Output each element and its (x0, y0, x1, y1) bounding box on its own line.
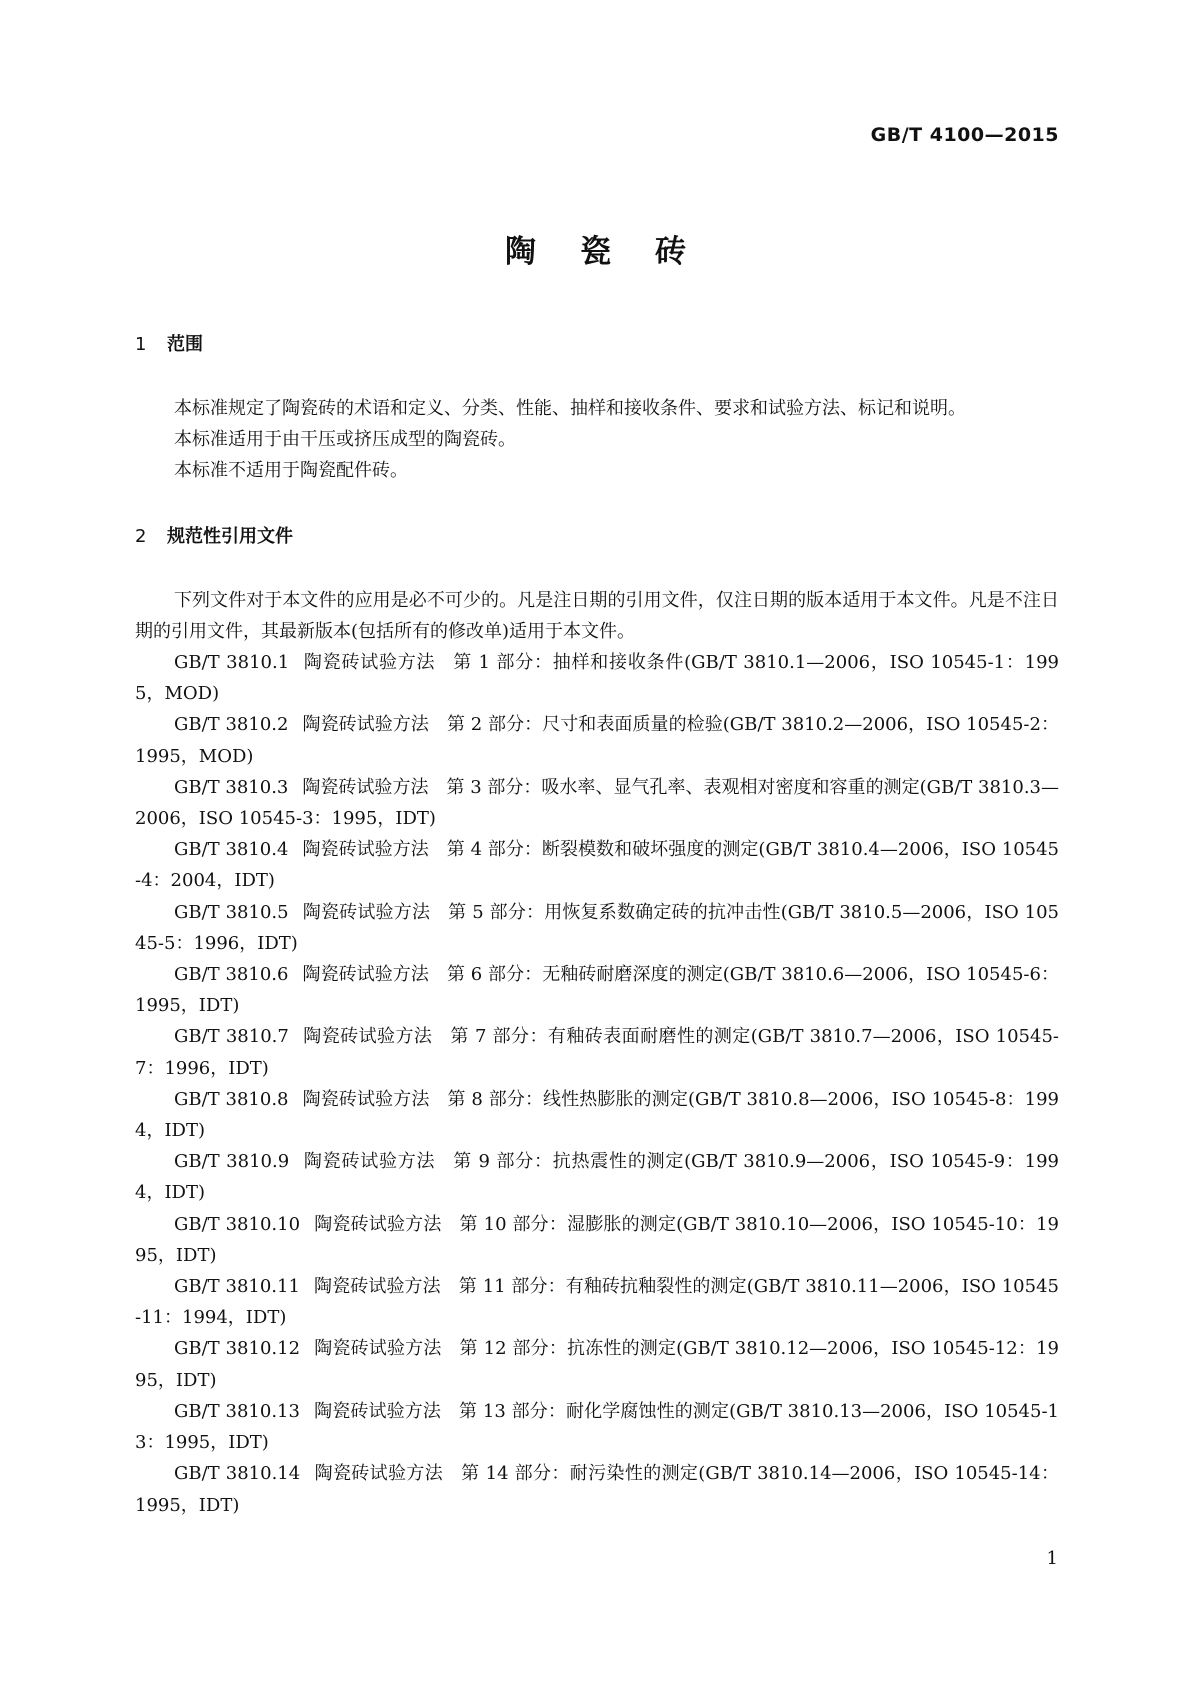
reference-name: 陶瓷砖试验方法 (313, 1400, 441, 1422)
reference-name: 陶瓷砖试验方法 (314, 1213, 442, 1235)
reference-name: 陶瓷砖试验方法 (302, 714, 429, 736)
reference-description: 第 10 部分：湿膨胀的测定(GB/T 3810.10—2006，ISO 10545-10：1995，IDT) (135, 1213, 1059, 1266)
reference-code: GB/T 3810.7 (174, 1026, 289, 1048)
scope-paragraph: 本标准不适用于陶瓷配件砖。 (174, 460, 408, 482)
reference-name: 陶瓷砖试验方法 (303, 1151, 436, 1173)
reference-item (135, 1209, 1059, 1271)
reference-item (135, 772, 1059, 834)
document-title: 陶瓷砖 (505, 234, 730, 270)
reference-item (135, 1333, 1059, 1395)
reference-name: 陶瓷砖试验方法 (314, 1463, 444, 1485)
section-title: 范围 (167, 334, 203, 355)
document-body (135, 333, 1059, 1521)
reference-code: GB/T 3810.14 (174, 1463, 301, 1485)
reference-description: 第 3 部分：吸水率、显气孔率、表观相对密度和容重的测定(GB/T 3810.3—2006，ISO 10545-3：1995，IDT) (135, 776, 1060, 830)
reference-description: 第 9 部分：抗热震性的测定(GB/T 3810.9—2006，ISO 10545-9：1994，IDT) (135, 1151, 1059, 1204)
section-heading-scope (135, 333, 1059, 357)
reference-code: GB/T 3810.10 (174, 1213, 301, 1235)
reference-item (135, 897, 1059, 959)
section-heading-normative-references (135, 525, 1059, 549)
reference-code: GB/T 3810.4 (174, 839, 289, 861)
reference-code: GB/T 3810.6 (174, 964, 289, 986)
reference-name: 陶瓷砖试验方法 (302, 901, 431, 923)
reference-description: 第 7 部分：有釉砖表面耐磨性的测定(GB/T 3810.7—2006，ISO 10545-7：1996，IDT) (135, 1026, 1059, 1079)
reference-item (135, 834, 1059, 896)
scope-paragraph: 本标准规定了陶瓷砖的术语和定义、分类、性能、抽样和接收条件、要求和试验方法、标记和说明。 (174, 398, 966, 419)
reference-code: GB/T 3810.2 (174, 714, 289, 736)
reference-item (135, 1458, 1059, 1520)
reference-code: GB/T 3810.3 (174, 776, 289, 798)
reference-name: 陶瓷砖试验方法 (302, 1088, 430, 1110)
reference-name: 陶瓷砖试验方法 (302, 1026, 433, 1048)
reference-item (135, 959, 1059, 1021)
reference-description: 第 5 部分：用恢复系数确定砖的抗冲击性(GB/T 3810.5—2006，ISO 10545-5：1996，IDT) (135, 901, 1059, 954)
reference-code: GB/T 3810.9 (174, 1151, 290, 1173)
section-number: 2 (135, 525, 147, 547)
reference-item (135, 1021, 1059, 1083)
reference-item (135, 1146, 1059, 1208)
reference-item (135, 1084, 1059, 1146)
section-title: 规范性引用文件 (167, 525, 293, 547)
reference-description: 第 13 部分：耐化学腐蚀性的测定(GB/T 3810.13—2006，ISO 10545-13：1995，IDT) (135, 1400, 1060, 1454)
reference-description: 第 14 部分：耐污染性的测定(GB/T 3810.14—2006，ISO 10545-14：1995，IDT) (135, 1463, 1059, 1516)
reference-code: GB/T 3810.8 (174, 1088, 289, 1110)
reference-description: 第 2 部分：尺寸和表面质量的检验(GB/T 3810.2—2006，ISO 10545-2：1995，MOD) (135, 714, 1060, 767)
reference-description: 第 1 部分：抽样和接收条件(GB/T 3810.1—2006，ISO 10545-1：1995，MOD) (135, 652, 1059, 705)
reference-description: 第 8 部分：线性热膨胀的测定(GB/T 3810.8—2006，ISO 10545-8：1994，IDT) (135, 1088, 1059, 1142)
reference-description: 第 6 部分：无釉砖耐磨深度的测定(GB/T 3810.6—2006，ISO 10545-6：1995，IDT) (135, 964, 1060, 1017)
reference-description: 第 12 部分：抗冻性的测定(GB/T 3810.12—2006，ISO 10545-12：1995，IDT) (135, 1338, 1059, 1391)
reference-item (135, 647, 1059, 709)
standard-number: GB/T 4100—2015 (870, 124, 1059, 146)
page-number: 1 (1046, 1548, 1058, 1569)
reference-name: 陶瓷砖试验方法 (302, 839, 429, 861)
reference-name: 陶瓷砖试验方法 (302, 776, 429, 798)
reference-description: 第 11 部分：有釉砖抗釉裂性的测定(GB/T 3810.11—2006，ISO 10545-11：1994，IDT) (135, 1276, 1059, 1329)
reference-code: GB/T 3810.12 (174, 1338, 301, 1360)
reference-item (135, 1396, 1059, 1458)
reference-name: 陶瓷砖试验方法 (313, 1276, 441, 1298)
reference-code: GB/T 3810.1 (174, 652, 290, 674)
reference-name: 陶瓷砖试验方法 (303, 652, 436, 674)
references-intro: 下列文件对于本文件的应用是必不可少的。凡是注日期的引用文件，仅注日期的版本适用于本文件。凡是不注日期的引用文件，其最新版本(包括所有的修改单)适用于本文件。 (135, 589, 1059, 642)
reference-code: GB/T 3810.13 (174, 1400, 300, 1422)
reference-code: GB/T 3810.11 (174, 1276, 300, 1298)
reference-item (135, 1271, 1059, 1333)
reference-item (135, 709, 1059, 771)
scope-paragraph: 本标准适用于由干压或挤压成型的陶瓷砖。 (174, 429, 516, 451)
reference-list (135, 647, 1059, 1521)
reference-code: GB/T 3810.5 (174, 901, 289, 923)
section-number: 1 (135, 334, 147, 355)
reference-name: 陶瓷砖试验方法 (314, 1338, 442, 1360)
reference-name: 陶瓷砖试验方法 (302, 964, 429, 986)
reference-description: 第 4 部分：断裂模数和破坏强度的测定(GB/T 3810.4—2006，ISO 10545-4：2004，IDT) (135, 839, 1059, 892)
